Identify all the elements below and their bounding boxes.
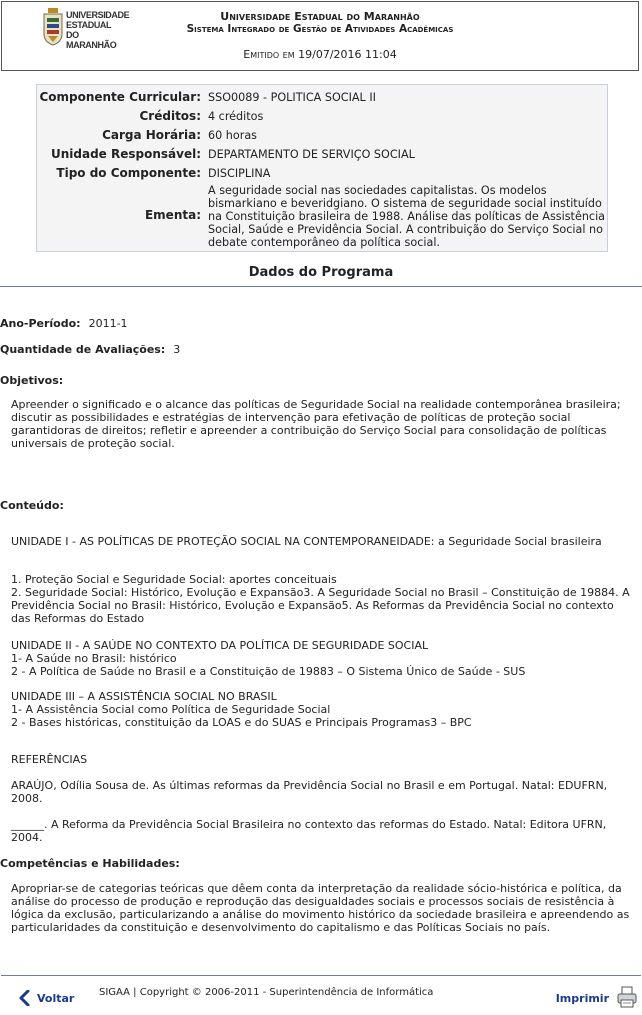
ano-value: 2011-1 [88, 317, 128, 330]
report-header [1, 1, 639, 71]
print-button[interactable]: Imprimir [555, 992, 609, 1005]
chevron-left-icon [19, 990, 31, 1006]
logo-text: UNIVERSIDADE ESTADUAL DO MARANHÃO [66, 10, 130, 50]
creditos-label: Créditos: [139, 109, 201, 123]
back-button[interactable] [19, 990, 74, 1006]
carga-value: 60 horas [208, 129, 258, 142]
ano-periodo [0, 317, 128, 330]
report-footer [1, 975, 641, 1015]
printer-icon[interactable] [617, 986, 637, 1008]
competencias-text: Apropriar-se de categorias teóricas que dêem conta da interpretação da realidade sócio-histórica e política, da análise do processo de produção e reprodução das desigualdades sociais e processos sociais de resistência à lógica da exclusão, particularizando a análise do movimento histórico da sociedade brasileira e apreendendo as particularidades da constituição e desenvolvimento do capitalismo e das Políticas Sociais no país. [11, 882, 630, 934]
back-label: Voltar [37, 991, 75, 1005]
quantidade-avaliacoes [0, 343, 180, 356]
competencias-label: Competências e Habilidades: [0, 857, 180, 870]
copyright: SIGAA | Copyright © 2006-2011 - Superintendência de Informática [99, 987, 434, 998]
conteudo-ref-1: ARAÚJO, Odília Sousa de. As últimas reformas da Previdência Social no Brasil e em Portugal. Natal: EDUFRN, 2008. [11, 779, 608, 805]
component-info-box [36, 84, 608, 252]
tipo-value: DISCIPLINA [208, 167, 271, 180]
conteudo-label: Conteúdo: [0, 499, 64, 512]
componente-label: Componente Curricular: [39, 90, 201, 104]
conteudo-block-3: UNIDADE II - A SAÚDE NO CONTEXTO DA POLÍTICA DE SEGURIDADE SOCIAL 1- A Saúde no Brasil: histórico 2 - A Política de Saúde no Brasil e a Constituição de 19883 – O Sistema Único de Saúde - SUS [11, 639, 526, 678]
objetivos-text: Apreender o significado e o alcance das políticas de Seguridade Social na realidade contemporânea brasileira; discutir as possibilidades e estratégias de intervenção para efetivação de políticas de proteção social garantidoras de direitos; refletir e apreender a contribuição do Serviço Social para consolidação de políticas universais de proteção social. [11, 398, 621, 450]
conteudo-block-4: UNIDADE III – A ASSISTÊNCIA SOCIAL NO BRASIL 1- A Assistência Social como Política de Seguridade Social 2 - Bases históricas, constituição da LOAS e do SUAS e Principais Programas3 – BPC [11, 690, 472, 729]
issued-at: 19/07/2016 11:04 [298, 48, 397, 61]
section-title: Dados do Programa [248, 265, 394, 280]
conteudo-referencias: REFERÊNCIAS [11, 753, 88, 766]
system-name: Sistema Integrado de Gestão de Atividades Acadêmicas [186, 23, 454, 35]
ementa-label: Ementa: [144, 208, 201, 222]
issued-date [2, 48, 638, 61]
unidade-value: DEPARTAMENTO DE SERVIÇO SOCIAL [208, 148, 415, 161]
avaliacoes-label: Quantidade de Avaliações: [0, 343, 166, 356]
carga-label: Carga Horária: [102, 128, 201, 142]
tipo-label: Tipo do Componente: [56, 166, 201, 180]
componente-value: SSO0089 - POLITICA SOCIAL II [208, 91, 376, 104]
conteudo-block-2: 1. Proteção Social e Seguridade Social: aportes conceituais 2. Seguridade Social: Histórico, Evolução e Expansão3. A Seguridade Social no Brasil – Constituição de 19884. A Previdência Social no Brasil: Histórico, Evolução e Expansão5. As Reformas da Previdência Social no contexto das Reformas do Estado [11, 573, 630, 625]
unidade-label: Unidade Responsável: [50, 147, 201, 161]
university-name: Universidade Estadual do Maranhão [220, 10, 420, 23]
issued-label: Emitido em [243, 48, 295, 61]
objetivos-label: Objetivos: [0, 374, 64, 387]
conteudo-ref-2: ______. A Reforma da Previdência Social Brasileira no contexto das reformas do Estado. Natal: Editora UFRN, 2004. [11, 818, 607, 844]
creditos-value: 4 créditos [208, 110, 264, 123]
ano-label: Ano-Período: [0, 317, 81, 330]
conteudo-block-1: UNIDADE I - AS POLÍTICAS DE PROTEÇÃO SOCIAL NA CONTEMPORANEIDADE: a Seguridade Social brasileira [11, 535, 602, 548]
avaliacoes-value: 3 [173, 343, 181, 356]
ementa-value: A seguridade social nas sociedades capitalistas. Os modelos bismarkiano e beveridgiano. O sistema de seguridade social instituído na Constituição brasileira de 1988. Análise das políticas de Assistência Social, Saúde e Previdência Social. A contribuição do Serviço Social no debate contemporâneo da política social. [208, 184, 606, 249]
section-divider [0, 286, 642, 287]
